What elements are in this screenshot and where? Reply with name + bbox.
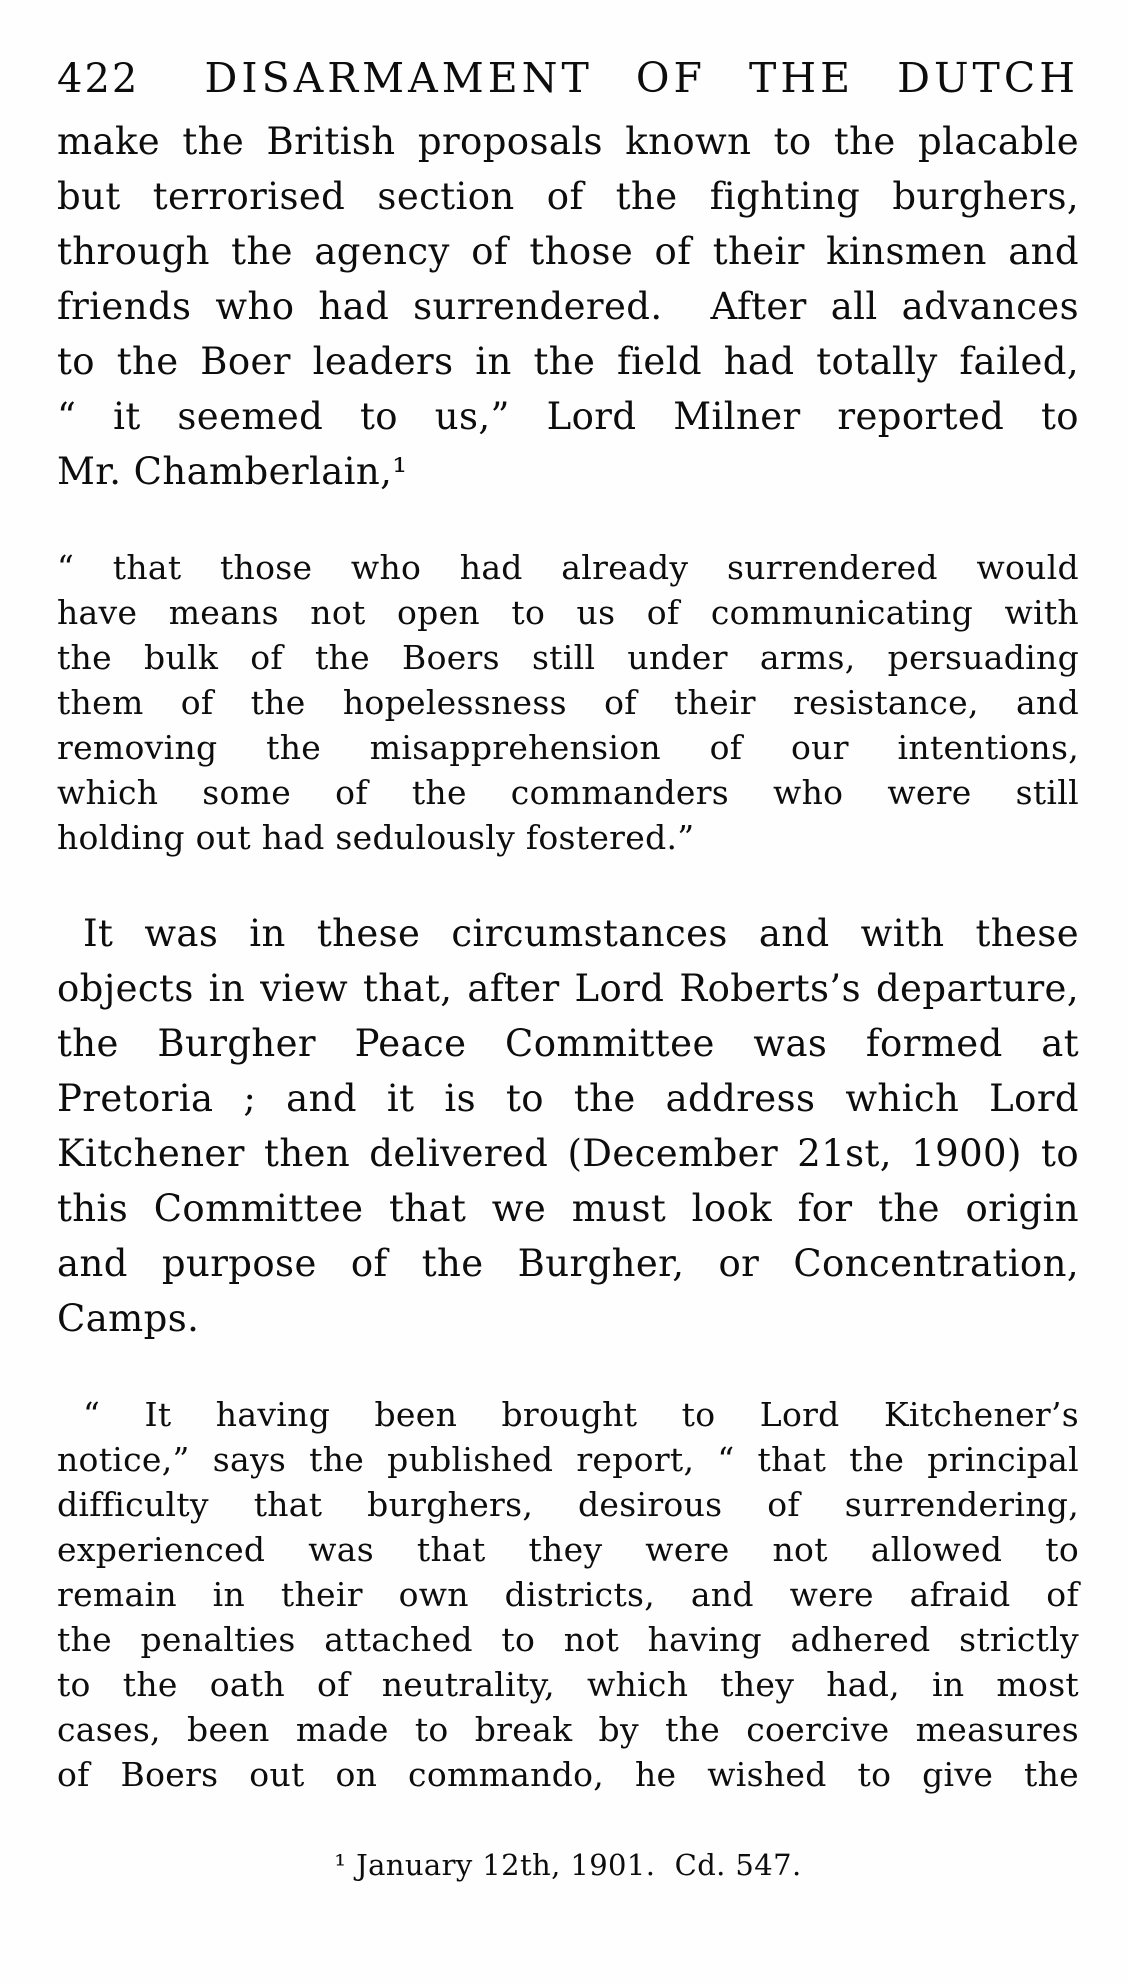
- text-line: to the Boer leaders in the field had totally failed,: [57, 340, 1079, 383]
- text-line: It was in these circumstances and with these: [83, 912, 1079, 955]
- text-line: “ It having been brought to Lord Kitchener’s: [83, 1395, 1079, 1434]
- running-title: DISARMAMENT OF THE DUTCH: [204, 54, 1079, 102]
- text-line: the bulk of the Boers still under arms, persuading: [57, 638, 1079, 677]
- text-line: but terrorised section of the fighting burghers,: [57, 175, 1079, 218]
- text-line: difficulty that burghers, desirous of surrendering,: [57, 1485, 1079, 1524]
- text-line: holding out had sedulously fostered.”: [57, 818, 695, 857]
- paragraph-1: [57, 114, 1079, 499]
- text-line: notice,” says the published report, “ that the principal: [57, 1440, 1079, 1479]
- text-line: remain in their own districts, and were afraid of: [57, 1575, 1079, 1614]
- footnote: ¹ January 12th, 1901. Cd. 547.: [334, 1848, 802, 1882]
- page-content: [57, 0, 1079, 1883]
- text-line: to the oath of neutrality, which they had, in most: [57, 1665, 1079, 1704]
- text-line: Pretoria ; and it is to the address which Lord: [57, 1077, 1079, 1120]
- text-line: which some of the commanders who were still: [57, 773, 1079, 812]
- text-line: of Boers out on commando, he wished to give the: [57, 1755, 1079, 1794]
- paragraph-3: [57, 906, 1079, 1346]
- text-line: cases, been made to break by the coercive measures: [57, 1710, 1079, 1749]
- blockquote-4: [57, 1392, 1079, 1797]
- text-line: experienced was that they were not allowed to: [57, 1530, 1079, 1569]
- text-line: “ that those who had already surrendered would: [57, 548, 1079, 587]
- text-line: Mr. Chamberlain,¹: [57, 450, 408, 493]
- blockquote-2: [57, 545, 1079, 860]
- text-line: objects in view that, after Lord Roberts’s departure,: [57, 967, 1079, 1010]
- text-line: them of the hopelessness of their resistance, and: [57, 683, 1079, 722]
- text-line: have means not open to us of communicating with: [57, 593, 1079, 632]
- text-line: “ it seemed to us,” Lord Milner reported to: [57, 395, 1079, 438]
- text-line: removing the misapprehension of our intentions,: [57, 728, 1079, 767]
- page-number: 422: [57, 56, 140, 102]
- page-header: [57, 0, 1079, 102]
- text-line: the Burgher Peace Committee was formed at: [57, 1022, 1079, 1065]
- text-line: through the agency of those of their kinsmen and: [57, 230, 1079, 273]
- text-column: [57, 114, 1079, 1797]
- text-line: Kitchener then delivered (December 21st, 1900) to: [57, 1132, 1079, 1175]
- text-line: the penalties attached to not having adhered strictly: [57, 1620, 1079, 1659]
- text-line: friends who had surrendered. After all advances: [57, 285, 1079, 328]
- text-line: make the British proposals known to the placable: [57, 120, 1079, 163]
- text-line: Camps.: [57, 1297, 200, 1340]
- text-line: this Committee that we must look for the origin: [57, 1187, 1079, 1230]
- text-line: and purpose of the Burgher, or Concentration,: [57, 1242, 1079, 1285]
